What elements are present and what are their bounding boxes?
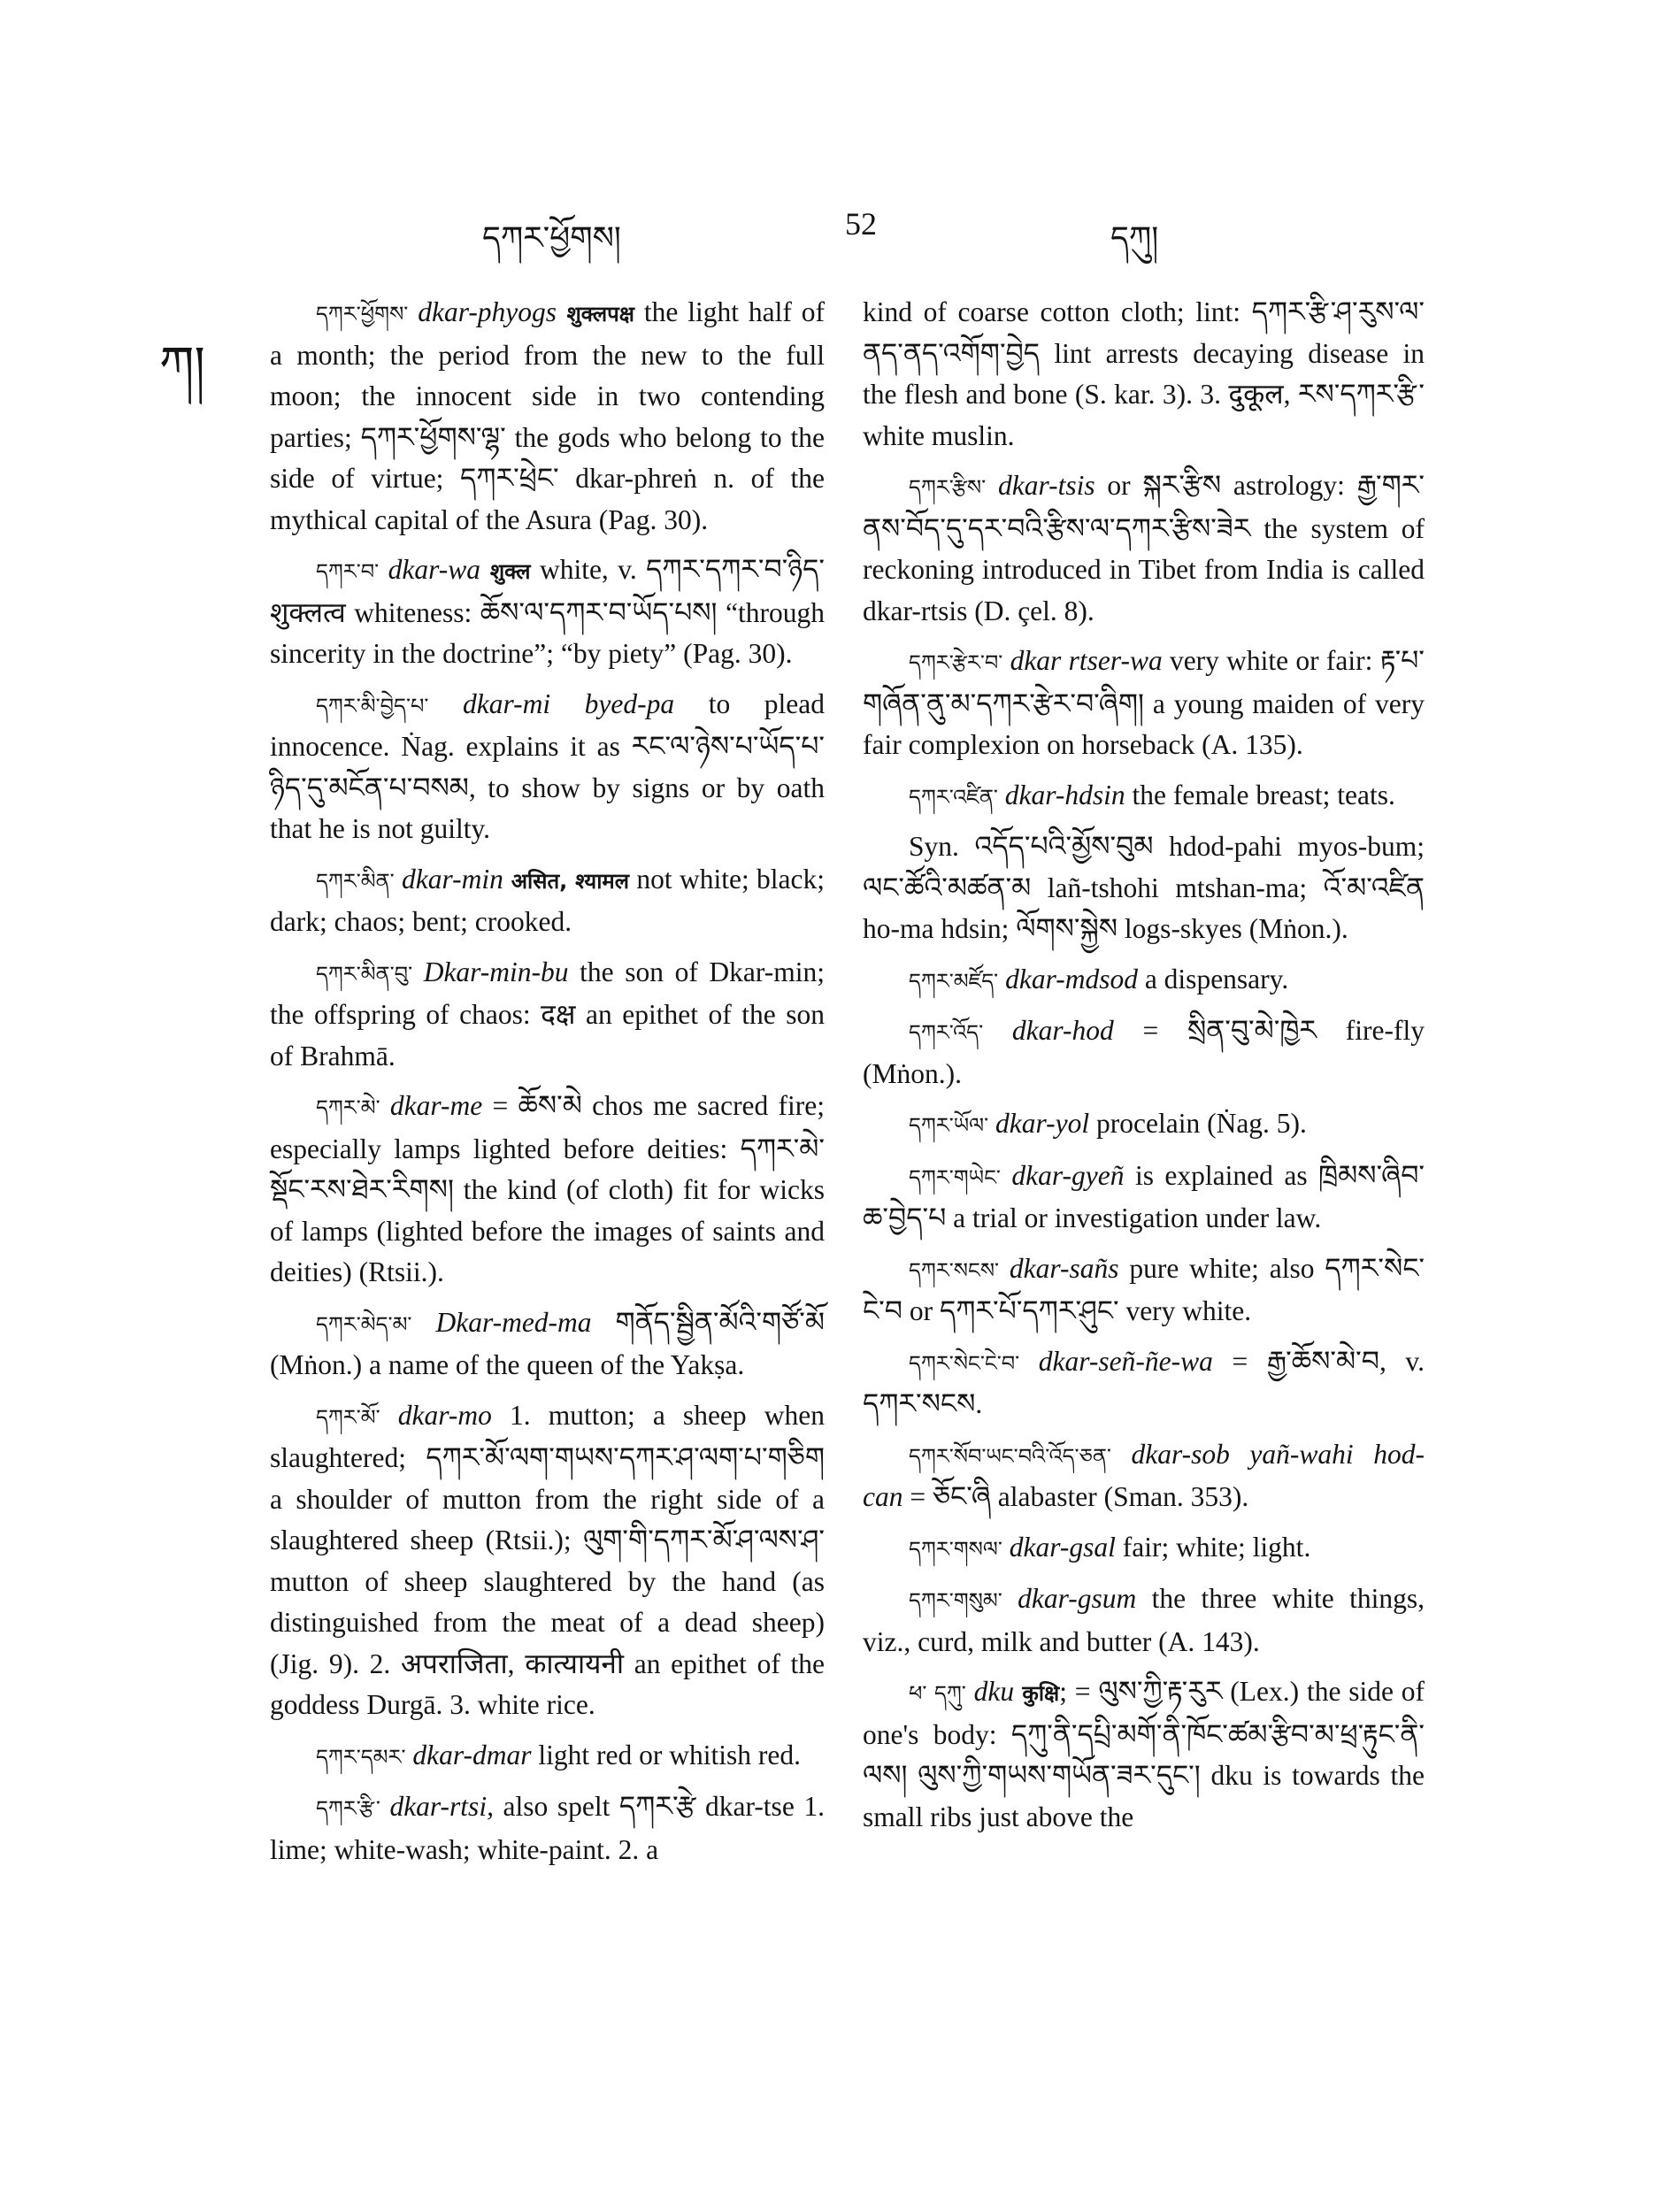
entry-transliteration: dkar-sañs bbox=[999, 1252, 1119, 1284]
entry-transliteration: Dkar-med-ma bbox=[411, 1306, 592, 1338]
dictionary-entry bbox=[863, 292, 1425, 457]
entry-definition: the three white things, viz., curd, milk and butter (A. 143). bbox=[863, 1583, 1425, 1657]
entry-transliteration: Dkar-min-bu bbox=[412, 956, 569, 987]
entry-headword-tibetan: དཀར་མི་བྱེད་པ་ bbox=[316, 693, 429, 718]
dictionary-entry bbox=[863, 826, 1425, 950]
dictionary-entry bbox=[270, 1302, 825, 1386]
entry-definition: ; = ལུས་ཀྱི་རྟ་རུར (Lex.) the side of one's body: དཀུ་ནི་དཔྲི་མགོ་ནི་ཁོང་ཚམ་རྩིབ་མ་ཕྲ་རྟུང་ནི་ལས། ལུས་ཀྱི་གཡས་གཡོན་ཟར་དུང་། dku is towards the small ribs just above the bbox=[863, 1676, 1425, 1832]
dictionary-entry bbox=[270, 952, 825, 1078]
entry-headword-tibetan: དཀར་ཕྱོགས་ bbox=[316, 302, 409, 326]
dictionary-entry bbox=[270, 1086, 825, 1294]
entry-definition: = ཆོས་མེ chos me sacred fire; especially lamps lighted before deities: དཀར་མེ་སྡོང་རས་ཐེར་རིགས། the kind (of cloth) fit for wicks of lamps (lighted before the images of saints and deities) (Rtsii.). bbox=[270, 1090, 825, 1287]
entry-headword-tibetan: ཕ་ དཀུ་ bbox=[909, 1681, 966, 1706]
dictionary-entry bbox=[863, 1103, 1425, 1147]
entry-transliteration: dkar-sob yañ-wahi hod-can bbox=[863, 1438, 1425, 1512]
entry-sanskrit: शुक्लपक्ष bbox=[557, 302, 634, 326]
entry-headword-tibetan: དཀར་རྩི་ bbox=[316, 1796, 380, 1821]
entry-definition: not white; black; dark; chaos; bent; crooked. bbox=[270, 863, 825, 937]
entry-transliteration: dkar-gsum bbox=[1002, 1583, 1137, 1614]
margin-letter-mark: ཀ། bbox=[159, 336, 205, 394]
entry-headword-tibetan: དཀར་སེང་ངེ་བ་ bbox=[909, 1350, 1020, 1376]
entry-definition: very white or fair: རྟ་པ་གཞོན་ནུ་མ་དཀར་རྩེར་བ་ཞིག། a young maiden of very fair complexion on horseback (A. 135). bbox=[863, 645, 1425, 760]
running-head-left: དཀར་ཕྱོགས། bbox=[482, 220, 621, 257]
dictionary-entry bbox=[863, 1527, 1425, 1571]
dictionary-entry bbox=[270, 1735, 825, 1778]
dictionary-entry bbox=[863, 1248, 1425, 1333]
dictionary-entry bbox=[863, 641, 1425, 766]
entry-transliteration: dkar-mo bbox=[380, 1399, 492, 1431]
entry-headword-tibetan: དཀར་བ་ bbox=[316, 559, 380, 584]
entry-headword-tibetan: དཀར་མིན་ bbox=[316, 868, 395, 894]
entry-headword-tibetan: དཀར་མེ་ bbox=[316, 1095, 380, 1120]
entry-transliteration: dkar-tsis bbox=[986, 470, 1095, 501]
entry-transliteration: dkar-phyogs bbox=[408, 296, 557, 327]
dictionary-entry bbox=[270, 859, 825, 943]
entry-headword-tibetan: དཀར་རྩེར་བ་ bbox=[909, 650, 1003, 675]
entry-headword-tibetan: དཀར་གཡེང་ bbox=[909, 1164, 1001, 1190]
left-column bbox=[270, 292, 825, 1879]
entry-definition: = ཅོང་ཞི alabaster (Sman. 353). bbox=[902, 1481, 1249, 1512]
entry-definition: གནོད་སྦྱིན་མོའི་གཙོ་མོ (Mṅon.) a name of the queen of the Yakṣa. bbox=[270, 1306, 825, 1380]
entry-transliteration: dkar-min bbox=[394, 863, 503, 895]
page-number: 52 bbox=[845, 206, 877, 242]
entry-definition: pure white; also དཀར་སེང་ངེ་བ or དཀར་པོ་དཀར་ཤུང་ very white. bbox=[863, 1252, 1425, 1326]
entry-headword-tibetan: དཀར་མིན་བུ་ bbox=[316, 961, 413, 987]
dictionary-entry bbox=[863, 1434, 1425, 1518]
entry-headword-tibetan: དཀར་སངས་ bbox=[909, 1257, 1000, 1283]
entry-transliteration: dkar-señ-ñe-wa bbox=[1019, 1345, 1213, 1377]
entry-definition: also spelt དཀར་རྩེ dkar-tse 1. lime; white-wash; white-paint. 2. a bbox=[270, 1791, 825, 1865]
entry-transliteration: dkar-me bbox=[380, 1090, 483, 1121]
dictionary-entry bbox=[863, 775, 1425, 818]
right-column bbox=[863, 292, 1425, 1847]
entry-headword-tibetan: དཀར་མེད་མ་ bbox=[316, 1311, 412, 1337]
dictionary-entry bbox=[863, 1156, 1425, 1240]
entry-definition: procelain (Ṅag. 5). bbox=[1089, 1108, 1307, 1139]
entry-headword-tibetan: དཀར་རྩིས་ bbox=[909, 475, 987, 500]
entry-transliteration: dkar-wa bbox=[379, 554, 480, 585]
dictionary-entry bbox=[863, 1010, 1425, 1094]
entry-headword-tibetan: དཀར་སོབ་ཡང་བའི་འོད་ཅན་ bbox=[909, 1443, 1111, 1469]
entry-definition: a dispensary. bbox=[1137, 963, 1289, 995]
entry-headword-tibetan: དཀར་ཡོལ་ bbox=[909, 1113, 989, 1138]
entry-transliteration: dkar-gsal bbox=[1002, 1531, 1116, 1563]
entry-definition: = སྲིན་བུ་མེ་ཁྱེར fire-fly (Mṅon.). bbox=[863, 1015, 1425, 1089]
entry-headword-tibetan: དཀར་དམར་ bbox=[316, 1744, 406, 1770]
dictionary-entry bbox=[270, 292, 825, 541]
entry-sanskrit: असित, श्यामल bbox=[503, 868, 630, 894]
page-header bbox=[265, 202, 1433, 264]
entry-transliteration: dkar-gyeñ bbox=[1000, 1159, 1125, 1191]
entry-definition: the son of Dkar-min; the offspring of chaos: दक्ष an epithet of the son of Brahmā. bbox=[270, 956, 825, 1071]
entry-definition: fair; white; light. bbox=[1115, 1531, 1311, 1563]
entry-transliteration: dkar-rtsi, bbox=[380, 1791, 494, 1822]
entry-headword-tibetan: དཀར་གསུམ་ bbox=[909, 1588, 1002, 1613]
dictionary-entry bbox=[270, 684, 825, 850]
entry-definition: is explained as ཁྲིམས་ཞིབ་ཆ་བྱེད་པ a trial or investigation under law. bbox=[863, 1159, 1425, 1233]
dictionary-entry bbox=[270, 549, 825, 675]
entry-transliteration: dkar-mdsod bbox=[998, 963, 1138, 995]
entry-transliteration: dkar-mi byed-pa bbox=[428, 687, 675, 719]
dictionary-entry bbox=[863, 1341, 1425, 1425]
entry-definition: to plead innocence. Ṅag. explains it as རང་ལ་ཉེས་པ་ཡོད་པ་ཉིད་དུ་མངོན་པ་བསམ, to show by signs or by oath that he is not guilty. bbox=[270, 687, 825, 844]
entry-definition: the light half of a month; the period from the new to the full moon; the innocent side in two contending parties; དཀར་ཕྱོགས་ལྷ་ the gods who belong to the side of virtue; དཀར་ཕྲེང་ dkar-phreṅ n. of the mythical capital of the Asura (Pag. 30). bbox=[270, 296, 826, 535]
entry-definition: = རྒྱ་ཆོས་མེ་བ, v. དཀར་སངས. bbox=[863, 1345, 1425, 1419]
entry-headword-tibetan: དཀར་འོད་ bbox=[909, 1020, 984, 1045]
entry-transliteration: dkar rtser-wa bbox=[1002, 645, 1163, 676]
dictionary-entry bbox=[270, 1786, 825, 1870]
entry-transliteration: dkar-hdsin bbox=[997, 779, 1125, 810]
dictionary-entry bbox=[270, 1395, 825, 1726]
entry-sanskrit: शुक्ल bbox=[480, 559, 531, 584]
dictionary-entry bbox=[863, 959, 1425, 1002]
entry-definition: Syn. འདོད་པའི་མྱོས་བུམ hdod-pahi myos-bum; ལང་ཚོའི་མཚན་མ lañ-tshohi mtshan-ma; འོ་མ་འཛིན ho-ma hdsin; ལོགས་སྐྱེས logs-skyes (Mṅon.). bbox=[863, 831, 1425, 944]
entry-headword-tibetan: དཀར་མཛོད་ bbox=[909, 968, 999, 994]
running-head-right: དཀུ། bbox=[1110, 220, 1159, 257]
dictionary-entry bbox=[863, 1578, 1425, 1663]
entry-definition: light red or whitish red. bbox=[531, 1739, 801, 1770]
entry-definition: kind of coarse cotton cloth; lint: དཀར་རྩི་ཤ་རུས་ལ་ནད་ནད་འགོག་བྱེད lint arrests decaying disease in the flesh and bone (S. kar. 3). 3. दुकूल, རས་དཀར་རྩི་ white muslin. bbox=[863, 296, 1425, 451]
entry-definition: the female breast; teats. bbox=[1125, 779, 1395, 810]
entry-sanskrit: कुक्षि bbox=[1014, 1681, 1060, 1706]
entry-definition: 1. mutton; a sheep when slaughtered; དཀར་མོ་ལག་གཡས་དཀར་ཤ་ལག་པ་གཅིག a shoulder of mutton from the right side of a slaughtered sheep (Rtsii.); ལུག་གི་དཀར་མོ་ཤ་ལས་ཤ་ mutton of sheep slaughtered by the hand (as distinguished from the meat of a dead sheep) (Jig. 9). 2. अपराजिता, कात्यायनी an epithet of the goddess Durgā. 3. white rice. bbox=[270, 1399, 825, 1720]
dictionary-entry bbox=[863, 465, 1425, 632]
entry-transliteration: dkar-hod bbox=[983, 1015, 1114, 1046]
entry-headword-tibetan: དཀར་གསལ་ bbox=[909, 1536, 1002, 1562]
entry-transliteration: dkar-yol bbox=[988, 1108, 1090, 1139]
dictionary-entry bbox=[863, 1671, 1425, 1838]
entry-definition: white, v. དཀར་དཀར་བ་ཉིད་ शुक्लत्व whiteness: ཆོས་ལ་དཀར་བ་ཡོད་པས། “through sincerity in the doctrine”; “by piety” (Pag. 30). bbox=[270, 554, 826, 669]
entry-transliteration: dku bbox=[965, 1676, 1015, 1707]
entry-headword-tibetan: དཀར་མོ་ bbox=[316, 1404, 380, 1430]
entry-headword-tibetan: དཀར་འཛིན་ bbox=[909, 784, 998, 810]
entry-definition: or སྐར་རྩིས astrology: རྒྱ་གར་ནས་བོད་དུ་དར་བའི་རྩིས་ལ་དཀར་རྩིས་ཟེར the system of reckoning introduced in Tibet from India is called dkar-rtsis (D. çel. 8). bbox=[863, 470, 1425, 626]
entry-transliteration: dkar-dmar bbox=[405, 1739, 532, 1770]
